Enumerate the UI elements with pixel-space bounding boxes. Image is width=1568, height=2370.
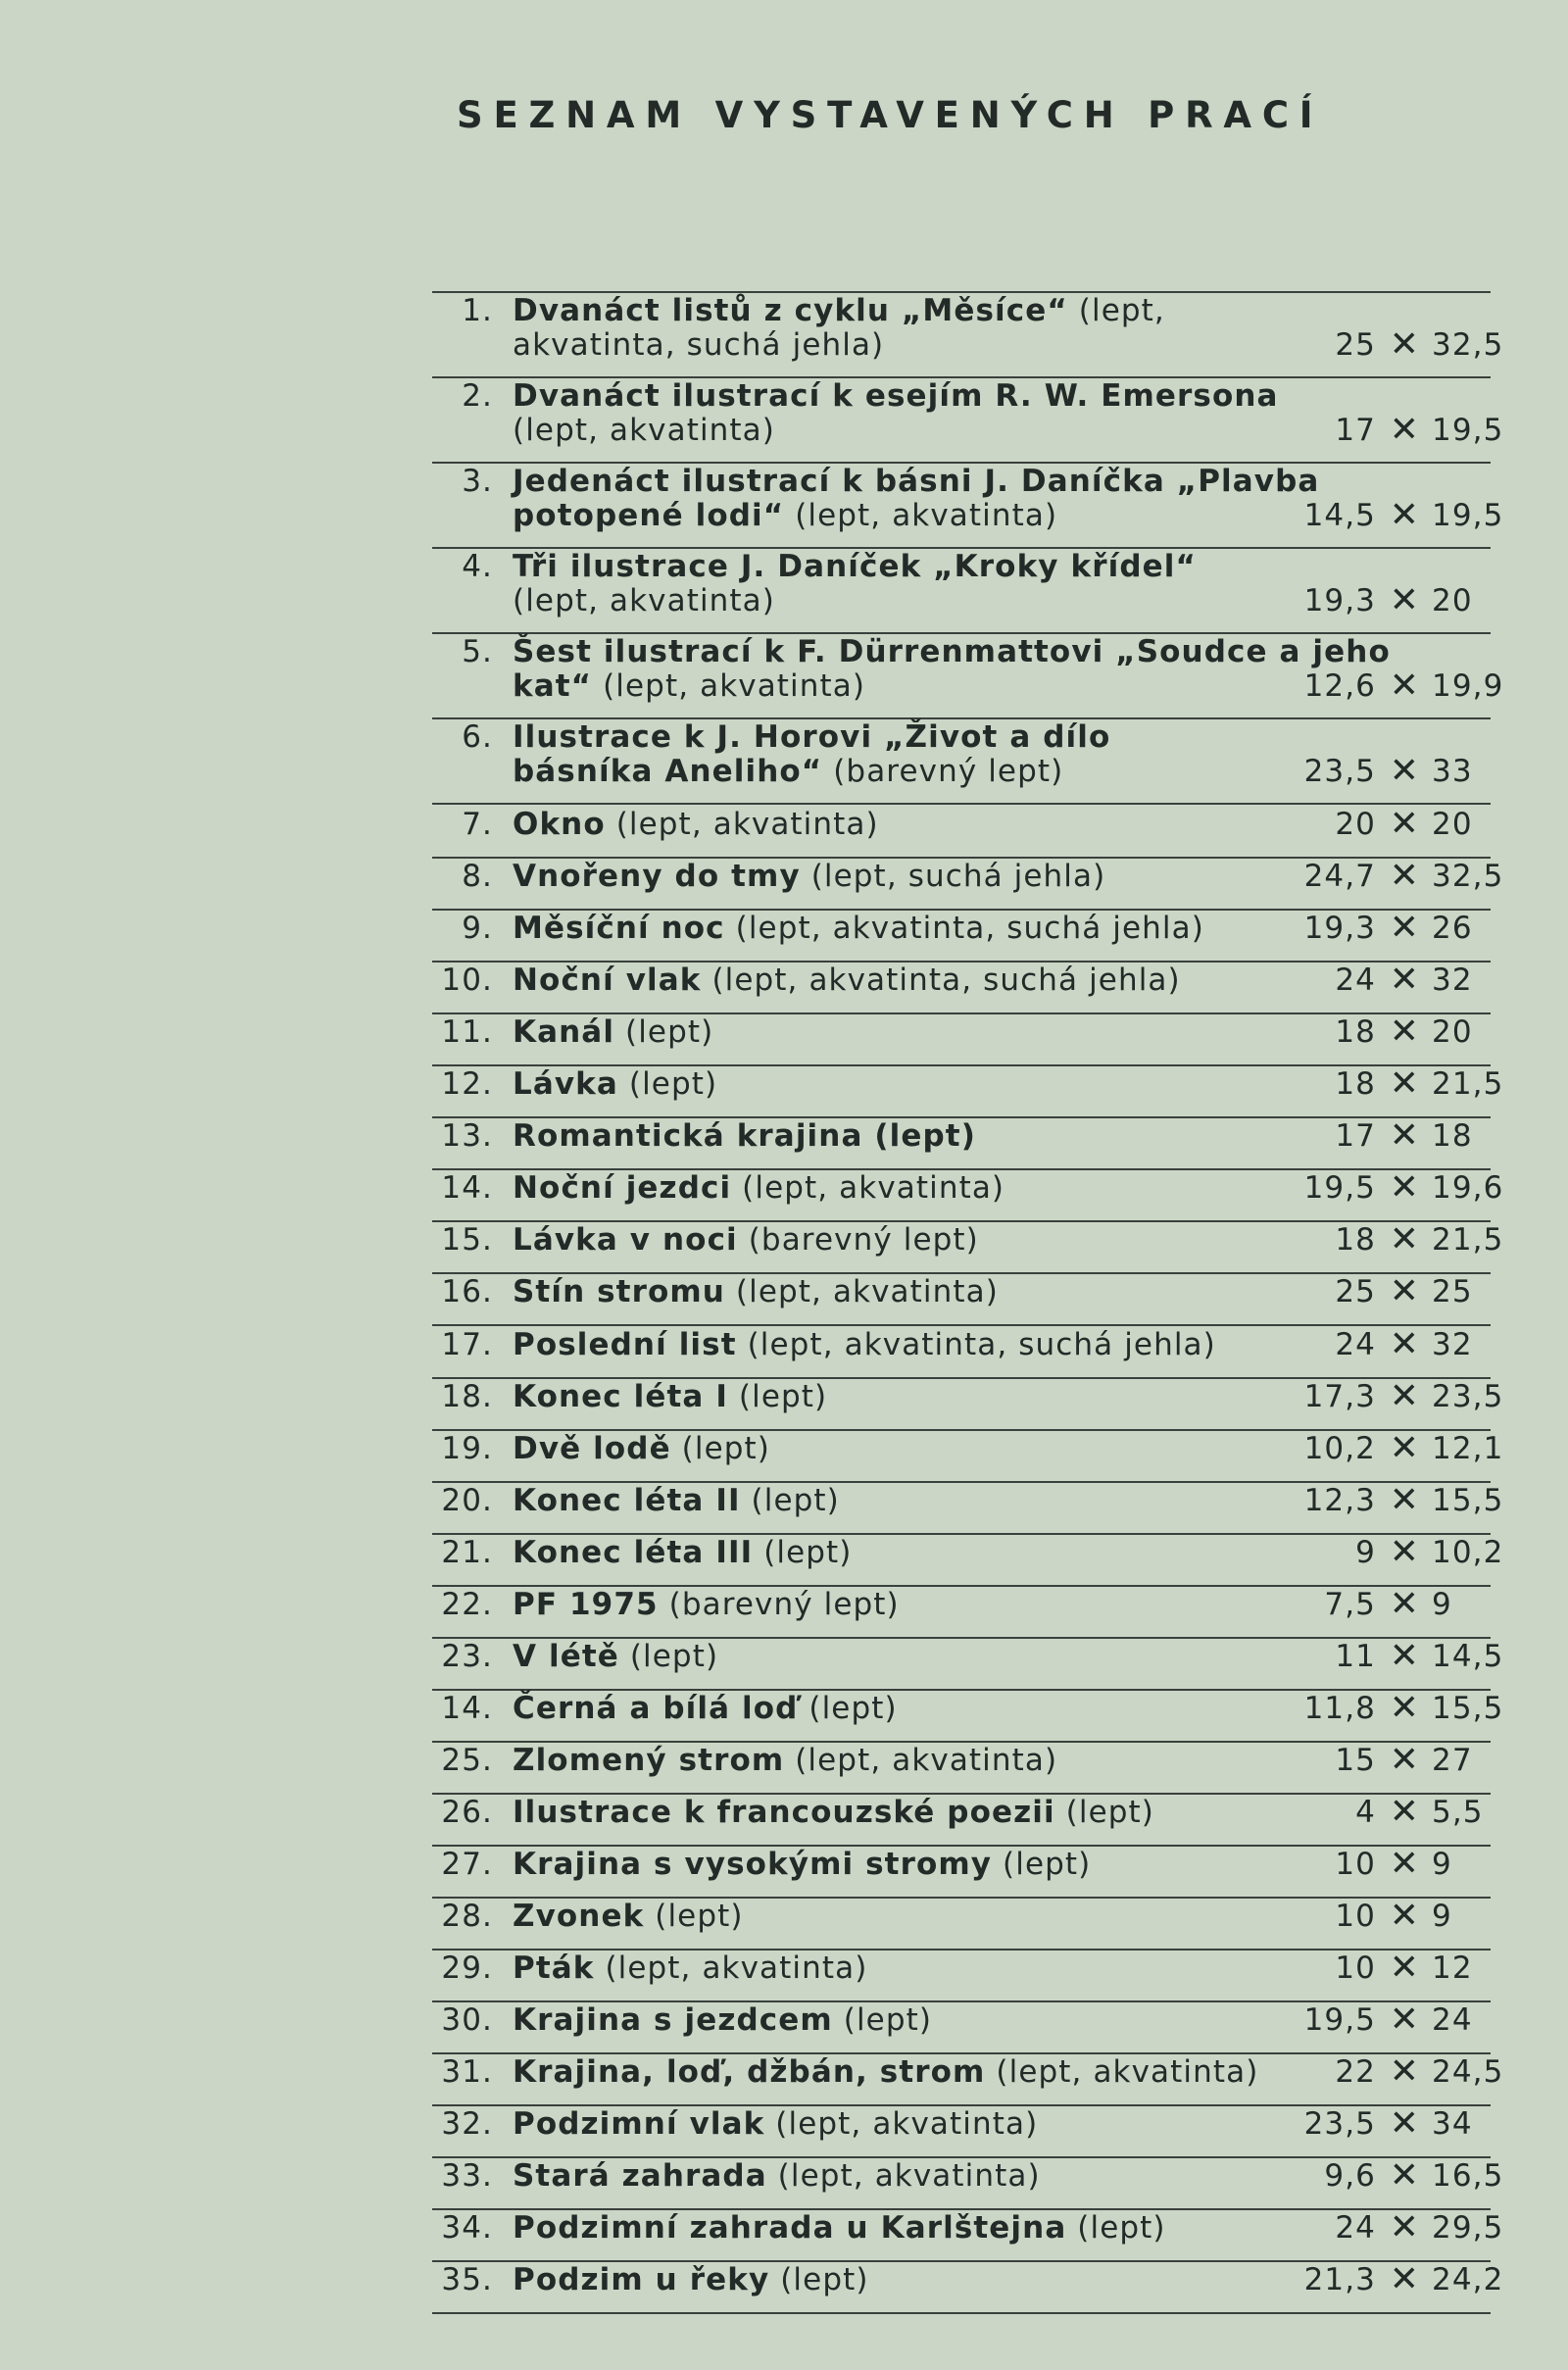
- item-line: [513, 1743, 1057, 1778]
- item-line: [513, 1379, 827, 1414]
- dimension-height: 21,5: [1432, 1066, 1504, 1103]
- dimension-width: 24: [1335, 2210, 1376, 2247]
- dimension-height: 9: [1432, 1586, 1452, 1622]
- item-technique: (lept): [992, 1847, 1092, 1882]
- item-title: Jedenáct ilustrací k básni J. Daníčka „Plavba: [513, 464, 1320, 499]
- item-number: 7.: [462, 807, 493, 842]
- dimension-width: 19,3: [1303, 583, 1376, 618]
- list-item: [432, 2002, 1491, 2054]
- item-number: 13.: [441, 1118, 493, 1155]
- item-title: Měsíční noc: [513, 911, 725, 947]
- dimension-height: 29,5: [1432, 2210, 1504, 2247]
- dimension-width: 9,6: [1324, 2158, 1376, 2195]
- item-technique: (lept, suchá jehla): [800, 859, 1106, 895]
- list-item: [432, 1896, 1491, 1950]
- item-number: 35.: [441, 2262, 493, 2298]
- times-sign-icon: ✕: [1389, 1063, 1420, 1105]
- dimension-width: 17: [1335, 1118, 1376, 1155]
- item-number: 16.: [441, 1274, 493, 1310]
- item-number: 20.: [441, 1482, 493, 1518]
- item-line: [513, 464, 1319, 499]
- item-title: Dvě lodě: [513, 1430, 671, 1466]
- item-technique: (lept): [670, 1430, 770, 1466]
- list-item: [432, 464, 1504, 549]
- item-title: Dvanáct ilustrací k esejím R. W. Emersona: [513, 378, 1279, 414]
- dimension-width: 22: [1335, 2054, 1376, 2091]
- list-item: [432, 2103, 1491, 2158]
- item-technique: (lept, akvatinta): [985, 2054, 1259, 2091]
- times-sign-icon: ✕: [1389, 1012, 1420, 1053]
- dimension-width: 12,6: [1303, 668, 1376, 704]
- item-number: 28.: [441, 1899, 493, 1935]
- dimension-height: 19,6: [1432, 1170, 1504, 1207]
- item-line: [513, 2002, 932, 2038]
- dimension-height: 24,5: [1432, 2054, 1504, 2091]
- item-line: [513, 1691, 898, 1726]
- item-title: kat“: [513, 668, 593, 704]
- dimension-height: 27: [1432, 1742, 1473, 1778]
- item-line: [513, 293, 1165, 328]
- dimension-width: 24: [1335, 963, 1376, 999]
- dimension-height: 24: [1432, 2002, 1473, 2039]
- dimension-height: 32,5: [1432, 859, 1504, 895]
- list-item: [432, 1583, 1491, 1639]
- list-item: [432, 1063, 1504, 1118]
- item-number: 15.: [441, 1222, 493, 1259]
- item-technique: (lept, akvatinta): [766, 2158, 1041, 2195]
- list-item: [432, 856, 1504, 911]
- times-sign-icon: ✕: [1389, 2000, 1420, 2041]
- item-title: Konec léta III: [513, 1534, 754, 1570]
- item-number: 34.: [441, 2210, 493, 2247]
- dimension-height: 32: [1432, 963, 1473, 999]
- times-sign-icon: ✕: [1389, 410, 1420, 450]
- dimension-width: 19,3: [1303, 911, 1376, 947]
- dimension-height: 21,5: [1432, 1222, 1504, 1259]
- list-item: [432, 960, 1491, 1014]
- list-item: [432, 634, 1504, 719]
- item-line: [513, 1222, 979, 1258]
- item-number: 17.: [441, 1326, 493, 1362]
- item-line: [513, 963, 1181, 998]
- item-title: Tři ilustrace J. Daníček „Kroky křídel“: [513, 549, 1197, 584]
- times-sign-icon: ✕: [1389, 1635, 1420, 1676]
- dimension-height: 33: [1432, 754, 1473, 789]
- dimension-width: 14,5: [1303, 498, 1376, 533]
- item-line: [513, 327, 884, 363]
- item-technique: (lept, akvatinta, suchá jehla): [736, 1326, 1216, 1362]
- dimension-height: 19,9: [1432, 668, 1504, 704]
- item-title: Černá a bílá loď: [513, 1690, 799, 1726]
- times-sign-icon: ✕: [1389, 1739, 1420, 1780]
- item-line: [513, 1327, 1216, 1362]
- item-technique: (lept, akvatinta): [513, 413, 775, 448]
- item-title: Ilustrace k francouzské poezii: [513, 1794, 1055, 1830]
- dimension-height: 24,2: [1432, 2262, 1504, 2298]
- times-sign-icon: ✕: [1389, 2259, 1420, 2300]
- dimension-width: 18: [1335, 1222, 1376, 1259]
- item-line: [513, 1274, 999, 1309]
- list-item: [432, 804, 1491, 859]
- item-number: 6.: [462, 719, 493, 755]
- item-technique: (lept, akvatinta): [724, 1274, 999, 1310]
- item-line: [513, 2210, 1166, 2246]
- item-technique: (lept): [798, 1690, 898, 1726]
- item-title: Krajina, loď, džbán, strom: [513, 2054, 986, 2091]
- list-item: [432, 1479, 1504, 1535]
- dimension-width: 21,3: [1303, 2262, 1376, 2298]
- dimension-height: 18: [1432, 1118, 1473, 1155]
- item-technique: (lept): [1066, 2210, 1166, 2247]
- item-line: [513, 668, 865, 704]
- item-line: [513, 1118, 976, 1154]
- item-line: [513, 2262, 869, 2297]
- times-sign-icon: ✕: [1389, 1583, 1420, 1624]
- times-sign-icon: ✕: [1389, 960, 1420, 1001]
- dimension-width: 18: [1335, 1014, 1376, 1051]
- dimension-width: 19,5: [1303, 2002, 1376, 2039]
- list-item: [432, 1271, 1491, 1326]
- dimension-height: 19,5: [1432, 498, 1504, 533]
- dimension-height: 20: [1432, 807, 1473, 842]
- item-technique: (lept): [727, 1378, 828, 1414]
- item-title: Krajina s vysokými stromy: [513, 1847, 993, 1882]
- dimension-width: 10,2: [1303, 1430, 1376, 1466]
- item-number: 14.: [441, 1690, 493, 1726]
- item-number: 14.: [441, 1170, 493, 1207]
- times-sign-icon: ✕: [1389, 2155, 1420, 2197]
- item-technique: (lept,: [1067, 293, 1165, 328]
- item-technique: akvatinta, suchá jehla): [513, 327, 885, 363]
- item-title: Pták: [513, 1950, 595, 1987]
- list-item: [432, 549, 1491, 634]
- times-sign-icon: ✕: [1389, 2103, 1420, 2145]
- item-line: [513, 1639, 718, 1674]
- item-technique: (lept): [769, 2262, 869, 2298]
- item-title: básníka Aneliho“: [513, 754, 823, 789]
- list-item: [432, 293, 1504, 378]
- times-sign-icon: ✕: [1389, 1271, 1420, 1312]
- times-sign-icon: ✕: [1389, 804, 1420, 844]
- item-number: 12.: [441, 1066, 493, 1103]
- dimension-width: 25: [1335, 1274, 1376, 1310]
- item-title: Podzimní zahrada u Karlštejna: [513, 2210, 1067, 2247]
- item-line: [513, 1847, 1091, 1882]
- dimension-width: 10: [1335, 1950, 1376, 1987]
- item-line: [513, 1014, 713, 1050]
- dimension-width: 24,7: [1303, 859, 1376, 895]
- dimension-width: 11: [1335, 1638, 1376, 1674]
- item-title: Stará zahrada: [513, 2158, 767, 2195]
- times-sign-icon: ✕: [1389, 1531, 1420, 1572]
- item-line: [513, 549, 1197, 584]
- item-line: [513, 1795, 1154, 1830]
- item-title: potopené lodi“: [513, 498, 785, 533]
- dimension-height: 14,5: [1432, 1638, 1504, 1674]
- item-line: [513, 754, 1063, 789]
- item-line: [513, 807, 879, 842]
- times-sign-icon: ✕: [1389, 495, 1420, 535]
- item-number: 23.: [441, 1638, 493, 1674]
- dimension-height: 16,5: [1432, 2158, 1504, 2195]
- dimension-width: 18: [1335, 1066, 1376, 1103]
- item-technique: (lept, akvatinta): [764, 2106, 1039, 2143]
- item-technique: (lept): [1054, 1794, 1154, 1830]
- times-sign-icon: ✕: [1389, 1687, 1420, 1728]
- list-item: [432, 1791, 1491, 1847]
- dimension-height: 20: [1432, 583, 1473, 618]
- item-title: Stín stromu: [513, 1274, 725, 1310]
- times-sign-icon: ✕: [1389, 1479, 1420, 1520]
- item-title: Lávka v noci: [513, 1222, 738, 1259]
- item-technique: (lept, akvatinta): [513, 583, 775, 618]
- dimension-width: 10: [1335, 1899, 1376, 1935]
- item-number: 5.: [462, 634, 493, 669]
- list-item: [432, 1687, 1504, 1743]
- item-title: Šest ilustrací k F. Dürrenmattovi „Soudce a jeho: [513, 634, 1391, 669]
- dimension-width: 11,8: [1303, 1690, 1376, 1726]
- dimension-height: 32: [1432, 1326, 1473, 1362]
- times-sign-icon: ✕: [1389, 1115, 1420, 1157]
- dimension-width: 7,5: [1324, 1586, 1376, 1622]
- item-title: Noční vlak: [513, 963, 702, 999]
- item-number: 10.: [441, 963, 493, 999]
- item-number: 32.: [441, 2106, 493, 2143]
- item-number: 33.: [441, 2158, 493, 2195]
- item-title: Konec léta I: [513, 1378, 728, 1414]
- list-item: [432, 1739, 1491, 1795]
- item-title: Okno: [513, 807, 606, 842]
- item-technique: (lept, akvatinta): [731, 1170, 1005, 1207]
- item-line: [513, 1066, 717, 1102]
- dimension-width: 20: [1335, 807, 1376, 842]
- item-number: 1.: [462, 293, 493, 328]
- item-technique: (lept): [614, 1014, 714, 1051]
- times-sign-icon: ✕: [1389, 1323, 1420, 1364]
- dimension-height: 9: [1432, 1847, 1452, 1882]
- item-technique: (lept): [740, 1482, 840, 1518]
- item-technique: (barevný lept): [737, 1222, 979, 1259]
- list-item: [432, 1950, 1491, 2002]
- times-sign-icon: ✕: [1389, 1427, 1420, 1468]
- item-title: Noční jezdci: [513, 1170, 732, 1207]
- dimension-height: 5,5: [1432, 1794, 1484, 1830]
- times-sign-icon: ✕: [1389, 2051, 1420, 2093]
- item-technique: (lept): [618, 1638, 719, 1674]
- dimension-width: 4: [1355, 1794, 1376, 1830]
- item-technique: (lept, akvatinta): [605, 807, 879, 842]
- times-sign-icon: ✕: [1389, 751, 1420, 791]
- dimension-height: 23,5: [1432, 1378, 1504, 1414]
- dimension-width: 17,3: [1303, 1378, 1376, 1414]
- dimension-width: 17: [1335, 413, 1376, 448]
- item-technique: (lept): [644, 1899, 744, 1935]
- list-item: [432, 1844, 1491, 1899]
- item-title: Zlomený strom: [513, 1742, 785, 1778]
- dimension-height: 20: [1432, 1014, 1473, 1051]
- times-sign-icon: ✕: [1389, 580, 1420, 620]
- dimension-width: 12,3: [1303, 1482, 1376, 1518]
- dimension-height: 32,5: [1432, 327, 1504, 363]
- item-title: Ilustrace k J. Horovi „Život a dílo: [513, 719, 1111, 755]
- list-item: [432, 1375, 1504, 1431]
- item-technique: (lept, akvatinta): [594, 1950, 868, 1987]
- item-number: 3.: [462, 464, 493, 499]
- dimension-width: 19,5: [1303, 1170, 1376, 1207]
- item-line: [513, 1950, 867, 1986]
- item-number: 26.: [441, 1794, 493, 1830]
- item-line: [513, 2054, 1258, 2090]
- list-item: [432, 1531, 1504, 1587]
- item-line: [513, 378, 1279, 414]
- dimension-height: 25: [1432, 1274, 1473, 1310]
- item-number: 27.: [441, 1847, 493, 1882]
- times-sign-icon: ✕: [1389, 1844, 1420, 1884]
- list-item: [432, 1115, 1491, 1170]
- item-line: [513, 583, 775, 618]
- dimension-width: 25: [1335, 327, 1376, 363]
- dimension-width: 24: [1335, 1326, 1376, 1362]
- list-item: [432, 2051, 1504, 2106]
- dimension-width: 23,5: [1303, 2106, 1376, 2143]
- item-line: [513, 2158, 1041, 2194]
- item-technique: (barevný lept): [822, 754, 1064, 789]
- times-sign-icon: ✕: [1389, 1375, 1420, 1416]
- item-line: [513, 1483, 840, 1518]
- item-number: 18.: [441, 1378, 493, 1414]
- dimension-height: 12: [1432, 1950, 1473, 1987]
- times-sign-icon: ✕: [1389, 908, 1420, 949]
- dimension-height: 12,1: [1432, 1430, 1504, 1466]
- list-item: [432, 2207, 1504, 2262]
- dimension-height: 9: [1432, 1899, 1452, 1935]
- dimension-width: 9: [1355, 1534, 1376, 1570]
- page-title: SEZNAM VYSTAVENÝCH PRACÍ: [457, 94, 1324, 136]
- item-number: 22.: [441, 1586, 493, 1622]
- times-sign-icon: ✕: [1389, 324, 1420, 365]
- item-number: 25.: [441, 1742, 493, 1778]
- item-technique: (lept): [753, 1534, 853, 1570]
- item-title: Dvanáct listů z cyklu „Měsíce“: [513, 293, 1068, 328]
- list-item: [432, 908, 1491, 963]
- item-line: [513, 859, 1105, 894]
- list-item: [432, 378, 1504, 464]
- item-number: 31.: [441, 2054, 493, 2091]
- list-item: [432, 1014, 1491, 1066]
- list-item: [432, 2259, 1504, 2314]
- dimension-width: 10: [1335, 1847, 1376, 1882]
- list-item: [432, 719, 1491, 805]
- dimension-width: 15: [1335, 1742, 1376, 1778]
- item-line: [513, 1535, 853, 1570]
- times-sign-icon: ✕: [1389, 666, 1420, 706]
- list-item: [432, 1219, 1504, 1274]
- item-title: Konec léta II: [513, 1482, 741, 1518]
- list-item: [432, 1323, 1491, 1379]
- times-sign-icon: ✕: [1389, 1896, 1420, 1937]
- item-line: [513, 2106, 1038, 2142]
- item-line: [513, 413, 775, 448]
- list-item: [432, 1167, 1504, 1222]
- times-sign-icon: ✕: [1389, 1219, 1420, 1260]
- item-title: Romantická krajina (lept): [513, 1118, 976, 1155]
- item-number: 2.: [462, 378, 493, 414]
- times-sign-icon: ✕: [1389, 1791, 1420, 1832]
- item-number: 19.: [441, 1430, 493, 1466]
- item-title: Poslední list: [513, 1326, 737, 1362]
- dimension-height: 15,5: [1432, 1482, 1504, 1518]
- item-technique: (lept, akvatinta): [784, 1742, 1058, 1778]
- item-title: PF 1975: [513, 1586, 659, 1622]
- item-line: [513, 498, 1057, 533]
- item-title: V létě: [513, 1638, 619, 1674]
- dimension-height: 34: [1432, 2106, 1473, 2143]
- dimension-height: 15,5: [1432, 1690, 1504, 1726]
- item-number: 21.: [441, 1534, 493, 1570]
- item-line: [513, 1170, 1004, 1206]
- times-sign-icon: ✕: [1389, 856, 1420, 897]
- item-number: 29.: [441, 1950, 493, 1987]
- item-title: Kanál: [513, 1014, 615, 1051]
- item-number: 4.: [462, 549, 493, 584]
- item-technique: (barevný lept): [658, 1586, 900, 1622]
- item-title: Podzimní vlak: [513, 2106, 765, 2143]
- item-title: Podzim u řeky: [513, 2262, 770, 2298]
- times-sign-icon: ✕: [1389, 2207, 1420, 2248]
- item-line: [513, 1431, 770, 1466]
- dimension-width: 23,5: [1303, 754, 1376, 789]
- item-technique: (lept, akvatinta, suchá jehla): [724, 911, 1204, 947]
- item-technique: (lept, akvatinta, suchá jehla): [701, 963, 1181, 999]
- item-technique: (lept): [617, 1066, 718, 1103]
- item-technique: (lept): [832, 2002, 933, 2039]
- dimension-height: 19,5: [1432, 413, 1504, 448]
- item-line: [513, 634, 1391, 669]
- list-item: [432, 2155, 1504, 2210]
- item-technique: (lept, akvatinta): [784, 498, 1058, 533]
- item-title: Lávka: [513, 1066, 618, 1103]
- times-sign-icon: ✕: [1389, 1167, 1420, 1209]
- item-line: [513, 719, 1110, 755]
- item-number: 8.: [462, 859, 493, 895]
- item-number: 9.: [462, 911, 493, 947]
- item-line: [513, 1899, 744, 1934]
- dimension-height: 26: [1432, 911, 1473, 947]
- item-line: [513, 911, 1204, 946]
- item-title: Vnořeny do tmy: [513, 859, 801, 895]
- item-title: Zvonek: [513, 1899, 645, 1935]
- item-number: 30.: [441, 2002, 493, 2039]
- dimension-height: 10,2: [1432, 1534, 1504, 1570]
- item-technique: (lept, akvatinta): [592, 668, 866, 704]
- item-title: Krajina s jezdcem: [513, 2002, 833, 2039]
- times-sign-icon: ✕: [1389, 1948, 1420, 1989]
- item-line: [513, 1587, 900, 1622]
- list-item: [432, 1427, 1504, 1483]
- item-number: 11.: [441, 1014, 493, 1051]
- list-item: [432, 1635, 1504, 1691]
